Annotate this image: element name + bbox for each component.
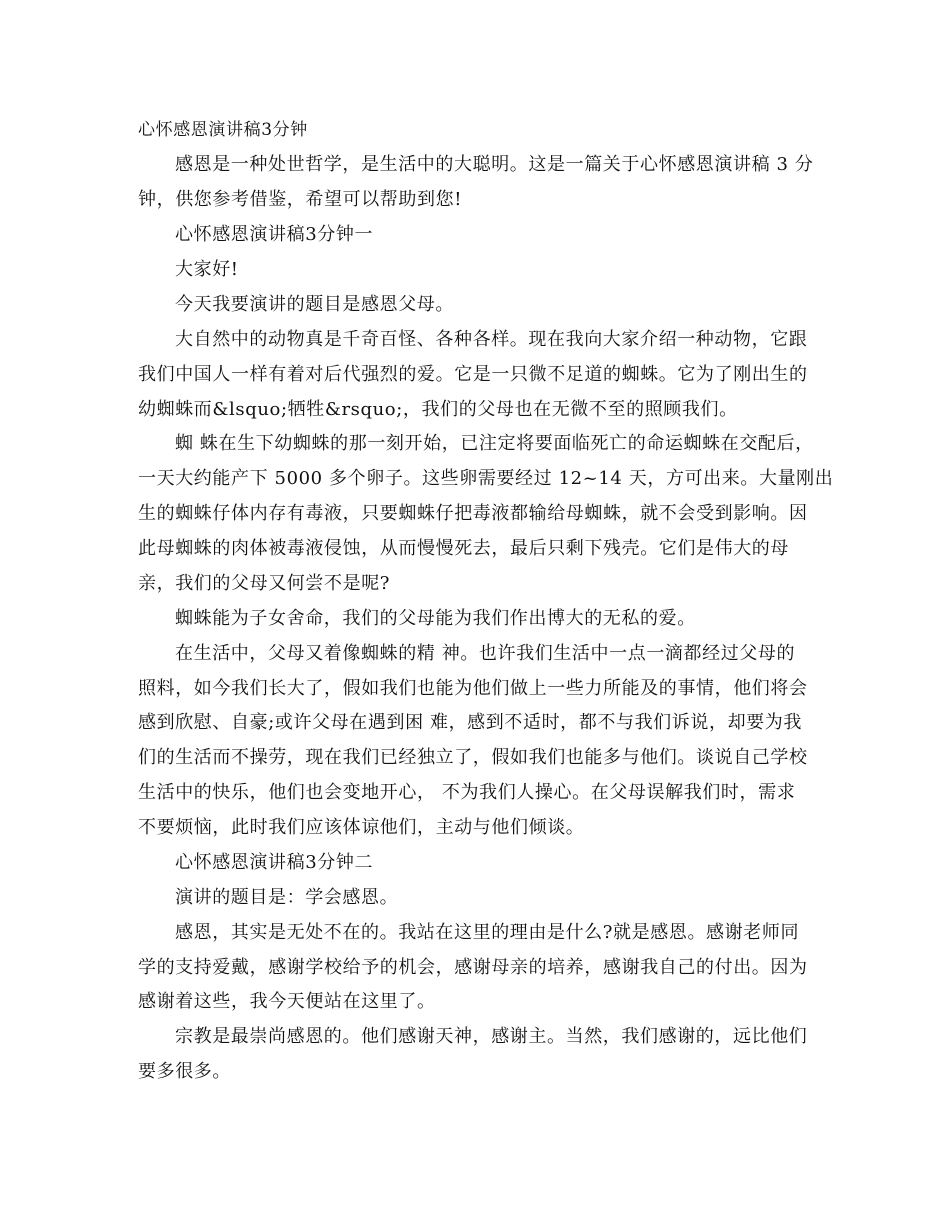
document-title: 心怀感恩演讲稿3分钟 [138,120,308,140]
paragraph-line: 蜘蛛能为子女舍命，我们的父母能为我们作出博大的无私的爱。 [175,608,696,629]
paragraph-line: 一天大约能产下 5000 多个卵子。这些卵需要经过 12~14 天，方可出来。大量刚出 [138,468,834,489]
paragraph-line: 演讲的题目是：学会感恩。 [175,887,399,908]
section-heading: 心怀感恩演讲稿3分钟一 [175,224,374,245]
paragraph-line: 照料，如今我们长大了，假如我们也能为他们做上一些力所能及的事情，他们将会 [138,678,808,699]
paragraph-line: 钟，供您参考借鉴，希望可以帮助到您! [138,189,463,210]
paragraph-line: 感谢着这些，我今天便站在这里了。 [138,991,436,1012]
paragraph-line: 我们中国人一样有着对后代强烈的爱。它是一只微不足道的蜘蛛。它为了刚出生的 [138,364,808,385]
paragraph-line: 蜘 蛛在生下幼蜘蛛的那一刻开始，已注定将要面临死亡的命运蜘蛛在交配后， [175,433,814,454]
paragraph-line: 此母蜘蛛的肉体被毒液侵蚀，从而慢慢死去，最后只剩下残壳。它们是伟大的母 [138,538,789,559]
paragraph-line: 大家好! [175,259,239,280]
paragraph-line: 生的蜘蛛仔体内存有毒液，只要蜘蛛仔把毒液都输给母蜘蛛，就不会受到影响。因 [138,503,808,524]
paragraph-line: 宗教是最崇尚感恩的。他们感谢天神，感谢主。当然，我们感谢的，远比他们 [175,1026,808,1047]
paragraph-line: 感恩是一种处世哲学，是生活中的大聪明。这是一篇关于心怀感恩演讲稿 3 分 [175,154,814,175]
paragraph-line: 幼蜘蛛而&lsquo;牺牲&rsquo;，我们的父母也在无微不至的照顾我们。 [138,399,738,420]
paragraph-line: 大自然中的动物真是千奇百怪、各种各样。现在我向大家介绍一种动物，它跟 [175,329,808,350]
section-heading: 心怀感恩演讲稿3分钟二 [175,852,374,873]
paragraph-line: 感到欣慰、自豪;或许父母在遇到困 难，感到不适时，都不与我们诉说，却要为我 [138,712,802,733]
paragraph-line: 今天我要演讲的题目是感恩父母。 [175,294,454,315]
paragraph-line: 学的支持爱戴，感谢学校给予的机会，感谢母亲的培养，感谢我自己的付出。因为 [138,957,808,978]
paragraph-line: 感恩，其实是无处不在的。我站在这里的理由是什么?就是感恩。感谢老师同 [175,922,800,943]
paragraph-line: 不要烦恼，此时我们应该体谅他们，主动与他们倾谈。 [138,817,585,838]
paragraph-line: 要多很多。 [138,1061,231,1082]
paragraph-line: 生活中的快乐，他们也会变地开心， 不为我们人操心。在父母误解我们时，需求 [138,782,796,803]
paragraph-line: 亲，我们的父母又何尝不是呢? [138,573,391,594]
paragraph-line: 在生活中，父母又着像蜘蛛的精 神。也许我们生活中一点一滴都经过父母的 [175,643,796,664]
paragraph-line: 们的生活而不操劳，现在我们已经独立了，假如我们也能多与他们。谈说自己学校 [138,747,808,768]
